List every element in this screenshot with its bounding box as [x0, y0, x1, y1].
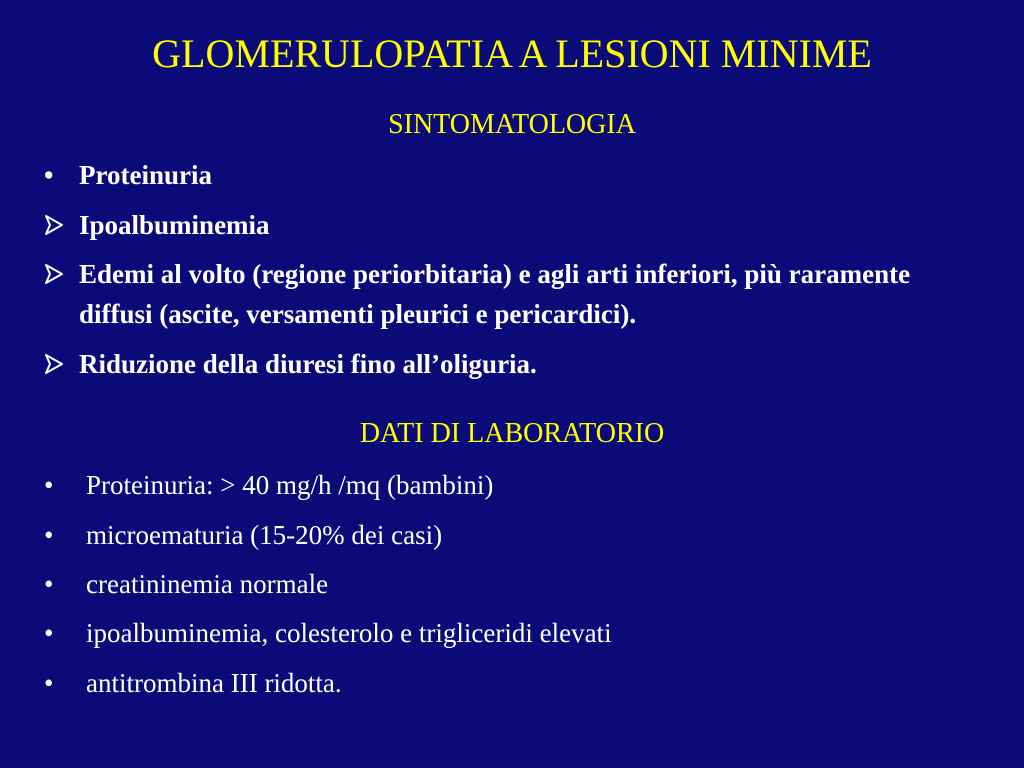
list-item-text: Riduzione della diuresi fino all’oliguria.: [79, 349, 537, 379]
bullet-icon: •: [44, 160, 54, 190]
list-item: [44, 663, 984, 703]
arrowhead-bullet-icon: [44, 254, 74, 285]
list-item: [44, 515, 984, 555]
bullet-icon: •: [44, 470, 54, 500]
list-item: [44, 564, 984, 604]
list-item-text: microematuria (15-20% dei casi): [86, 520, 443, 550]
list-item: [44, 205, 984, 245]
list-item-text: Proteinuria: [79, 160, 212, 190]
arrowhead-bullet-icon: [44, 205, 74, 236]
list-item: [44, 254, 984, 334]
list-item: [44, 465, 984, 505]
list-item-text: creatininemia normale: [86, 569, 329, 599]
list-item: [44, 344, 984, 384]
bullet-icon: •: [44, 520, 54, 550]
section-heading-dati-di-laboratorio: DATI DI LABORATORIO: [359, 418, 665, 449]
list-item-text: Proteinuria: > 40 mg/h /mq (bambini): [86, 470, 494, 500]
bullet-icon: •: [44, 569, 54, 599]
list-item-text: antitrombina III ridotta.: [86, 668, 342, 698]
list-item: [44, 613, 984, 653]
bullet-icon: •: [44, 668, 54, 698]
list-item-text: Edemi al volto (regione periorbitaria) e agli arti inferiori, più raramente diffusi (ascite, versamenti pleurici e pericardici).: [79, 259, 911, 329]
slide-title: GLOMERULOPATIA A LESIONI MINIME: [152, 31, 872, 76]
list-item: [44, 155, 984, 195]
list-item-text: ipoalbuminemia, colesterolo e trigliceridi elevati: [86, 618, 612, 648]
section-heading-sintomatologia: SINTOMATOLOGIA: [388, 109, 636, 140]
list-item-text: Ipoalbuminemia: [79, 210, 270, 240]
arrowhead-bullet-icon: [44, 344, 74, 375]
bullet-icon: •: [44, 618, 54, 648]
